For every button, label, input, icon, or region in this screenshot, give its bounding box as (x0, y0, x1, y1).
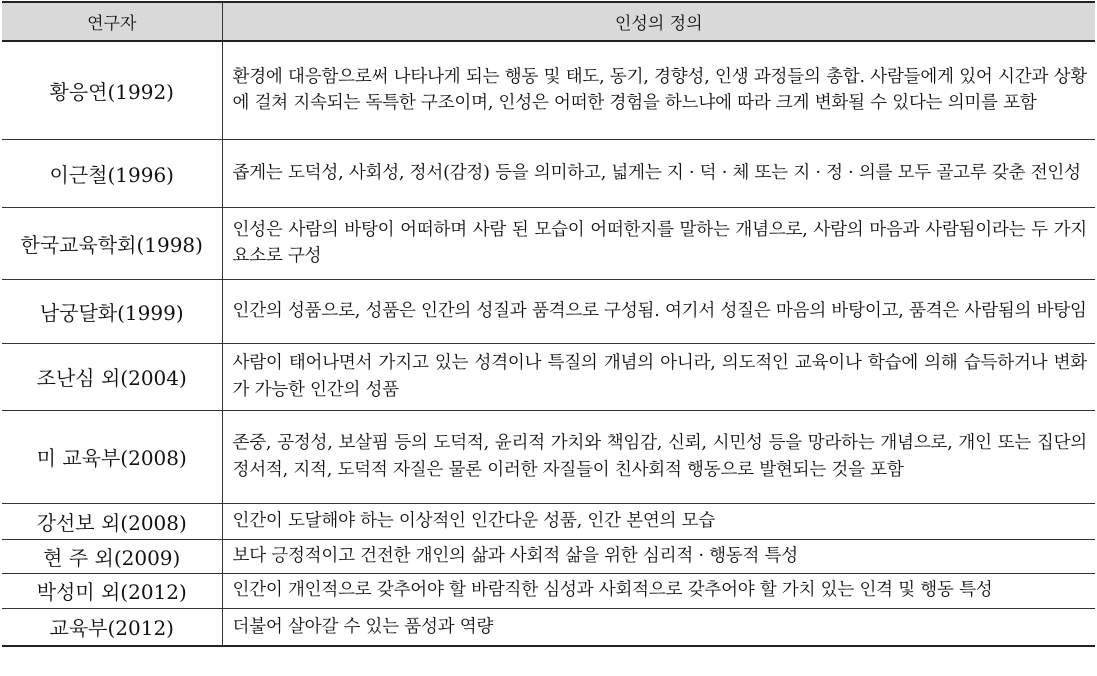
definition-cell: 인성은 사람의 바탕이 어떠하며 사람 된 모습이 어떠한지를 말하는 개념으로, 사람의 마음과 사람됨이라는 두 가지 요소로 구성 (222, 207, 1095, 279)
table-row (2, 207, 1095, 279)
researcher-cell: 미 교육부(2008) (2, 410, 222, 503)
header-definition: 인성의 정의 (222, 2, 1095, 41)
researcher-cell: 강선보 외(2008) (2, 503, 222, 539)
researcher-cell: 조난심 외(2004) (2, 343, 222, 410)
table-row (2, 573, 1095, 608)
definition-cell: 사람이 태어나면서 가지고 있는 성격이나 특질의 개념의 아니라, 의도적인 교육이나 학습에 의해 습득하거나 변화가 가능한 인간의 성품 (222, 343, 1095, 410)
table-body (2, 41, 1095, 646)
table-row (2, 139, 1095, 207)
definition-cell: 보다 긍정적이고 건전한 개인의 삶과 사회적 삶을 위한 심리적 · 행동적 특성 (222, 539, 1095, 573)
researcher-cell: 현 주 외(2009) (2, 539, 222, 573)
table-row (2, 503, 1095, 539)
table-row (2, 343, 1095, 410)
researcher-cell: 남궁달화(1999) (2, 279, 222, 343)
table-header (2, 2, 1095, 41)
table-row (2, 608, 1095, 646)
definition-cell: 인간이 도달해야 하는 이상적인 인간다운 성품, 인간 본연의 모습 (222, 503, 1095, 539)
researcher-cell: 한국교육학회(1998) (2, 207, 222, 279)
definition-cell: 좁게는 도덕성, 사회성, 정서(감정) 등을 의미하고, 넓게는 지 · 덕 · 체 또는 지 · 정 · 의를 모두 골고루 갖춘 전인성 (222, 139, 1095, 207)
definition-cell: 더불어 살아갈 수 있는 품성과 역량 (222, 608, 1095, 646)
table-row (2, 410, 1095, 503)
researcher-cell: 황응연(1992) (2, 41, 222, 139)
header-row (2, 2, 1095, 41)
header-researcher: 연구자 (2, 2, 222, 41)
researcher-cell: 교육부(2012) (2, 608, 222, 646)
definition-cell: 존중, 공정성, 보살핌 등의 도덕적, 윤리적 가치와 책임감, 신뢰, 시민성 등을 망라하는 개념으로, 개인 또는 집단의 정서적, 지적, 도덕적 자질은 물론 이러한 자질들이 친사회적 행동으로 발현되는 것을 포함 (222, 410, 1095, 503)
table-row (2, 41, 1095, 139)
definition-cell: 인간이 개인적으로 갖추어야 할 바람직한 심성과 사회적으로 갖추어야 할 가치 있는 인격 및 행동 특성 (222, 573, 1095, 608)
table-row (2, 279, 1095, 343)
researcher-cell: 박성미 외(2012) (2, 573, 222, 608)
personality-definition-table (2, 1, 1095, 647)
definition-cell: 인간의 성품으로, 성품은 인간의 성질과 품격으로 구성됨. 여기서 성질은 마음의 바탕이고, 품격은 사람됨의 바탕임 (222, 279, 1095, 343)
table-row (2, 539, 1095, 573)
definition-cell: 환경에 대응함으로써 나타나게 되는 행동 및 태도, 동기, 경향성, 인생 과정들의 총합. 사람들에게 있어 시간과 상황에 걸쳐 지속되는 독특한 구조이며, 인성은 어떠한 경험을 하느냐에 따라 크게 변화될 수 있다는 의미를 포함 (222, 41, 1095, 139)
researcher-cell: 이근철(1996) (2, 139, 222, 207)
